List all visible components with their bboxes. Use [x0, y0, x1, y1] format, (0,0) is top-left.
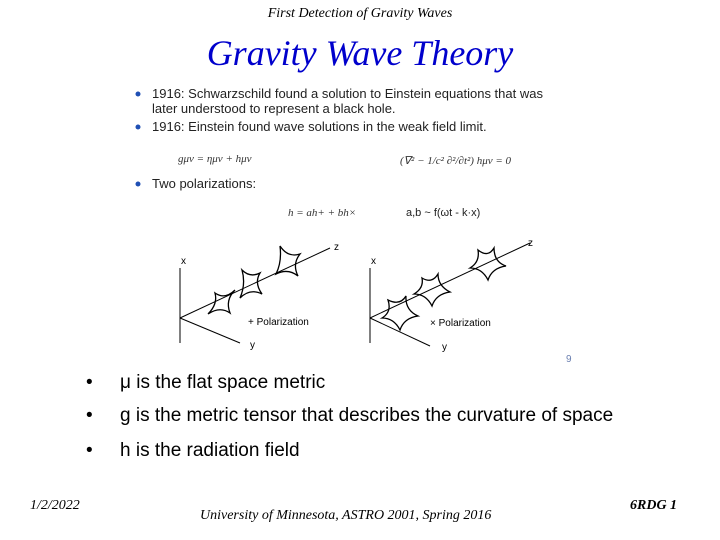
- footer-course: University of Minnesota, ASTRO 2001, Spring 2016: [200, 508, 492, 523]
- footer-date: 1/2/2022: [30, 498, 80, 513]
- x-axis-label: x: [371, 256, 376, 267]
- metric-equation: gμν = ημν + hμν: [178, 153, 252, 165]
- y-axis: [370, 318, 430, 346]
- z-axis-label: z: [528, 238, 533, 249]
- wave-shape: [382, 296, 418, 330]
- presentation-title: First Detection of Gravity Waves: [267, 6, 453, 21]
- footer-page: 6RDG 1: [630, 498, 678, 513]
- y-axis-label: y: [442, 342, 447, 353]
- plus-polarization-diagram: [180, 242, 339, 351]
- bullet-symbol: •: [86, 405, 93, 426]
- z-axis: [180, 248, 330, 318]
- wave-shape: [240, 270, 262, 298]
- ab-relation: a,b ~ f(ωt - k·x): [406, 207, 481, 219]
- y-axis: [180, 318, 240, 343]
- wave-shape: [208, 290, 235, 314]
- slide-bullet-2: 1916: Einstein found wave solutions in the weak field limit.: [152, 119, 487, 134]
- wave-equation: (∇² − 1/c² ∂²/∂t²) hμν = 0: [400, 155, 512, 167]
- cross-polarization-label: × Polarization: [430, 318, 491, 329]
- slide-bullet-dot: [136, 92, 141, 97]
- bullet-symbol: •: [86, 372, 93, 393]
- slide-bullet-1-cont: later understood to represent a black hole.: [152, 101, 396, 116]
- slide-bullet-1: 1916: Schwarzschild found a solution to Einstein equations that was: [152, 86, 543, 101]
- y-axis-label: y: [250, 340, 255, 351]
- bullet-text: h is the radiation field: [120, 440, 300, 461]
- bullet-text: g is the metric tensor that describes the curvature of space: [120, 405, 614, 426]
- slide-title: Gravity Wave Theory: [206, 33, 514, 73]
- plus-polarization-label: + Polarization: [248, 317, 309, 328]
- slide-bullet-dot: [136, 182, 141, 187]
- bullet-item-h: [86, 440, 300, 462]
- z-axis-label: z: [334, 242, 339, 253]
- z-axis: [370, 243, 530, 318]
- bullet-text: μ is the flat space metric: [120, 372, 326, 393]
- slide-bullet-dot: [136, 125, 141, 130]
- bullet-symbol: •: [86, 440, 93, 461]
- embedded-page-number: 9: [566, 354, 572, 365]
- bullet-item-mu: [86, 372, 325, 394]
- wave-shape: [414, 274, 450, 306]
- polarization-equation: h = ah+ + bh×: [288, 207, 357, 219]
- bullet-item-g: [86, 405, 613, 427]
- slide-bullet-3: Two polarizations:: [152, 176, 257, 191]
- x-axis-label: x: [181, 256, 186, 267]
- embedded-slide-image: [130, 78, 590, 368]
- wave-shape: [470, 248, 506, 280]
- cross-polarization-diagram: [370, 238, 533, 353]
